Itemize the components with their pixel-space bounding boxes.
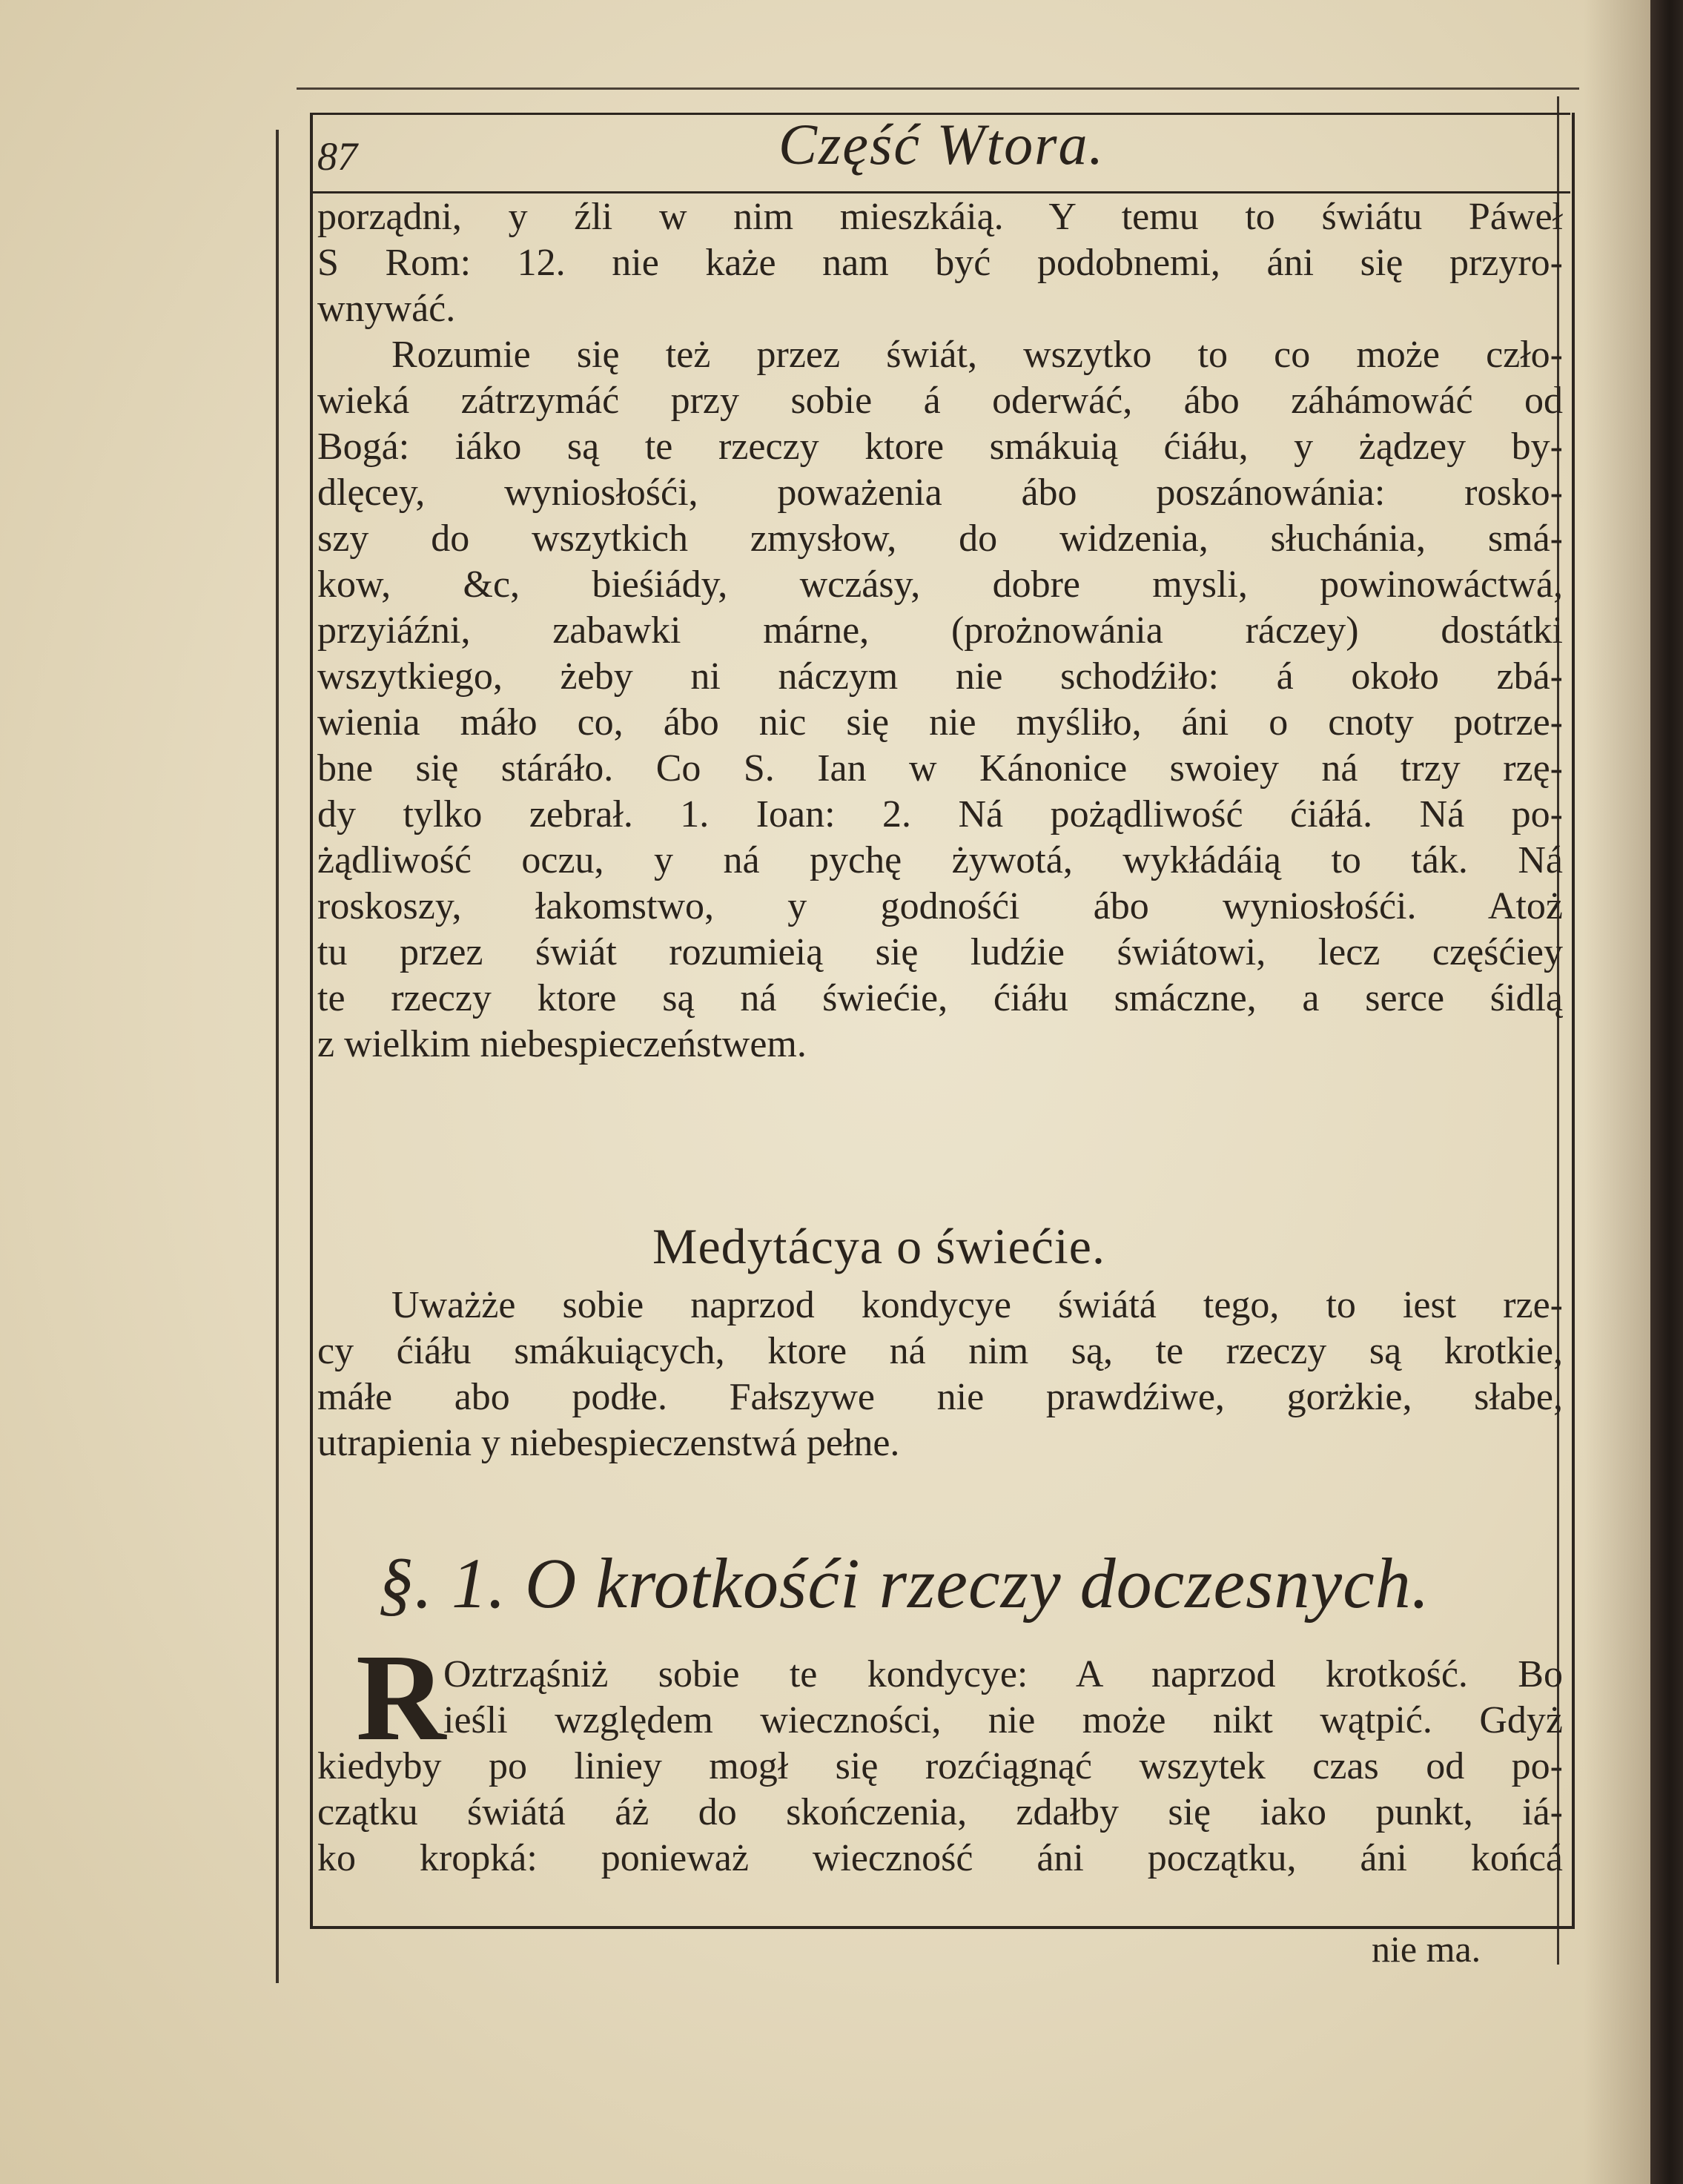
text-line: z wielkim niebespieczeństwem. <box>317 1023 807 1065</box>
text-line: Rozumie się też przez świát, wszytko to co może czło- <box>391 334 1563 376</box>
meditation-heading: Medytácya o świećie. <box>652 1218 1105 1274</box>
text-line: kiedyby po liniey mogł się rozćiągnąć wszytek czas od po- <box>317 1745 1563 1787</box>
text-line: przyiáźni, zabawki márne, (prożnowánia ráczey) dostátki <box>317 609 1563 652</box>
text-line: máłe abo podłe. Fałszywe nie prawdźiwe, gorżkie, słabe, <box>317 1376 1563 1418</box>
text-line: porządni, y źli w nim mieszkáią. Y temu to świátu Páweł <box>317 196 1563 238</box>
text-line: utrapienia y niebespieczenstwá pełne. <box>317 1422 900 1464</box>
body-text <box>317 194 1563 1068</box>
text-line: cy ćiáłu smákuiących, ktore ná nim są, te rzeczy są krotkie, <box>317 1330 1563 1372</box>
header-rule <box>310 191 1570 193</box>
text-line: ko kropká: ponieważ wieczność áni początku, áni końcá <box>317 1837 1563 1879</box>
section-text <box>317 1652 1563 1882</box>
text-line: szy do wszytkich zmysłow, do widzenia, słuchánia, smá- <box>317 517 1563 560</box>
text-line: bne się stáráło. Co S. Ian w Kánonice swoiey ná trzy rzę- <box>317 747 1563 790</box>
section-title: §. 1. O krotkośći rzeczy doczesnych. <box>378 1543 1430 1623</box>
text-line: S Rom: 12. nie każe nam być podobnemi, áni się przyro- <box>317 242 1563 284</box>
text-line: dlęcey, wyniosłośći, poważenia ábo poszánowánia: rosko- <box>317 471 1563 514</box>
page-number: 87 <box>317 134 357 179</box>
text-line: ieśli względem wieczności, nie może nikt wątpić. Gdyż <box>443 1699 1563 1741</box>
text-line: Uważże sobie naprzod kondycye świátá tego, to iest rze- <box>391 1284 1563 1326</box>
text-line: tu przez świát rozumieią się ludźie świátowi, lecz częśćiey <box>317 931 1563 973</box>
outer-left-line <box>276 130 279 1983</box>
text-line: kow, &c, bieśiády, wczásy, dobre mysli, powinowáctwá, <box>317 563 1563 606</box>
text-line: żądliwość oczu, y ná pychę żywotá, wykłádáią to ták. Ná <box>317 839 1563 881</box>
text-line: czątku świátá áż do skończenia, zdałby się iako punkt, iá- <box>317 1791 1563 1833</box>
catchword: nie ma. <box>1372 1928 1481 1970</box>
text-line: wszytkiego, żeby ni náczym nie schodźiło: á około zbá- <box>317 655 1563 698</box>
text-line: dy tylko zebrał. 1. Ioan: 2. Ná pożądliwość ćiáłá. Ná po- <box>317 793 1563 835</box>
top-rule <box>297 87 1579 90</box>
meditation-text <box>317 1283 1563 1466</box>
text-line: te rzeczy ktore są ná świećie, ćiáłu smáczne, a serce śidlą <box>317 977 1563 1019</box>
text-line: wieká zátrzymáć przy sobie á oderwáć, ábo záhámowáć od <box>317 380 1563 422</box>
text-line: Oztrząśniż sobie te kondycye: A naprzod krotkość. Bo <box>443 1653 1563 1695</box>
text-line: roskoszy, łakomstwo, y godnośći ábo wyniosłośći. Atoż <box>317 885 1563 927</box>
book-edge <box>1650 0 1683 2184</box>
running-title: Część Wtora. <box>778 112 1105 176</box>
text-line: wienia máło co, ábo nic się nie myśliło, áni o cnoty potrze- <box>317 701 1563 744</box>
text-line: wnywáć. <box>317 288 456 330</box>
text-line: Bogá: iáko są te rzeczy ktore smákuią ćiáłu, y żądzey by- <box>317 426 1563 468</box>
drop-cap: R <box>356 1629 446 1767</box>
